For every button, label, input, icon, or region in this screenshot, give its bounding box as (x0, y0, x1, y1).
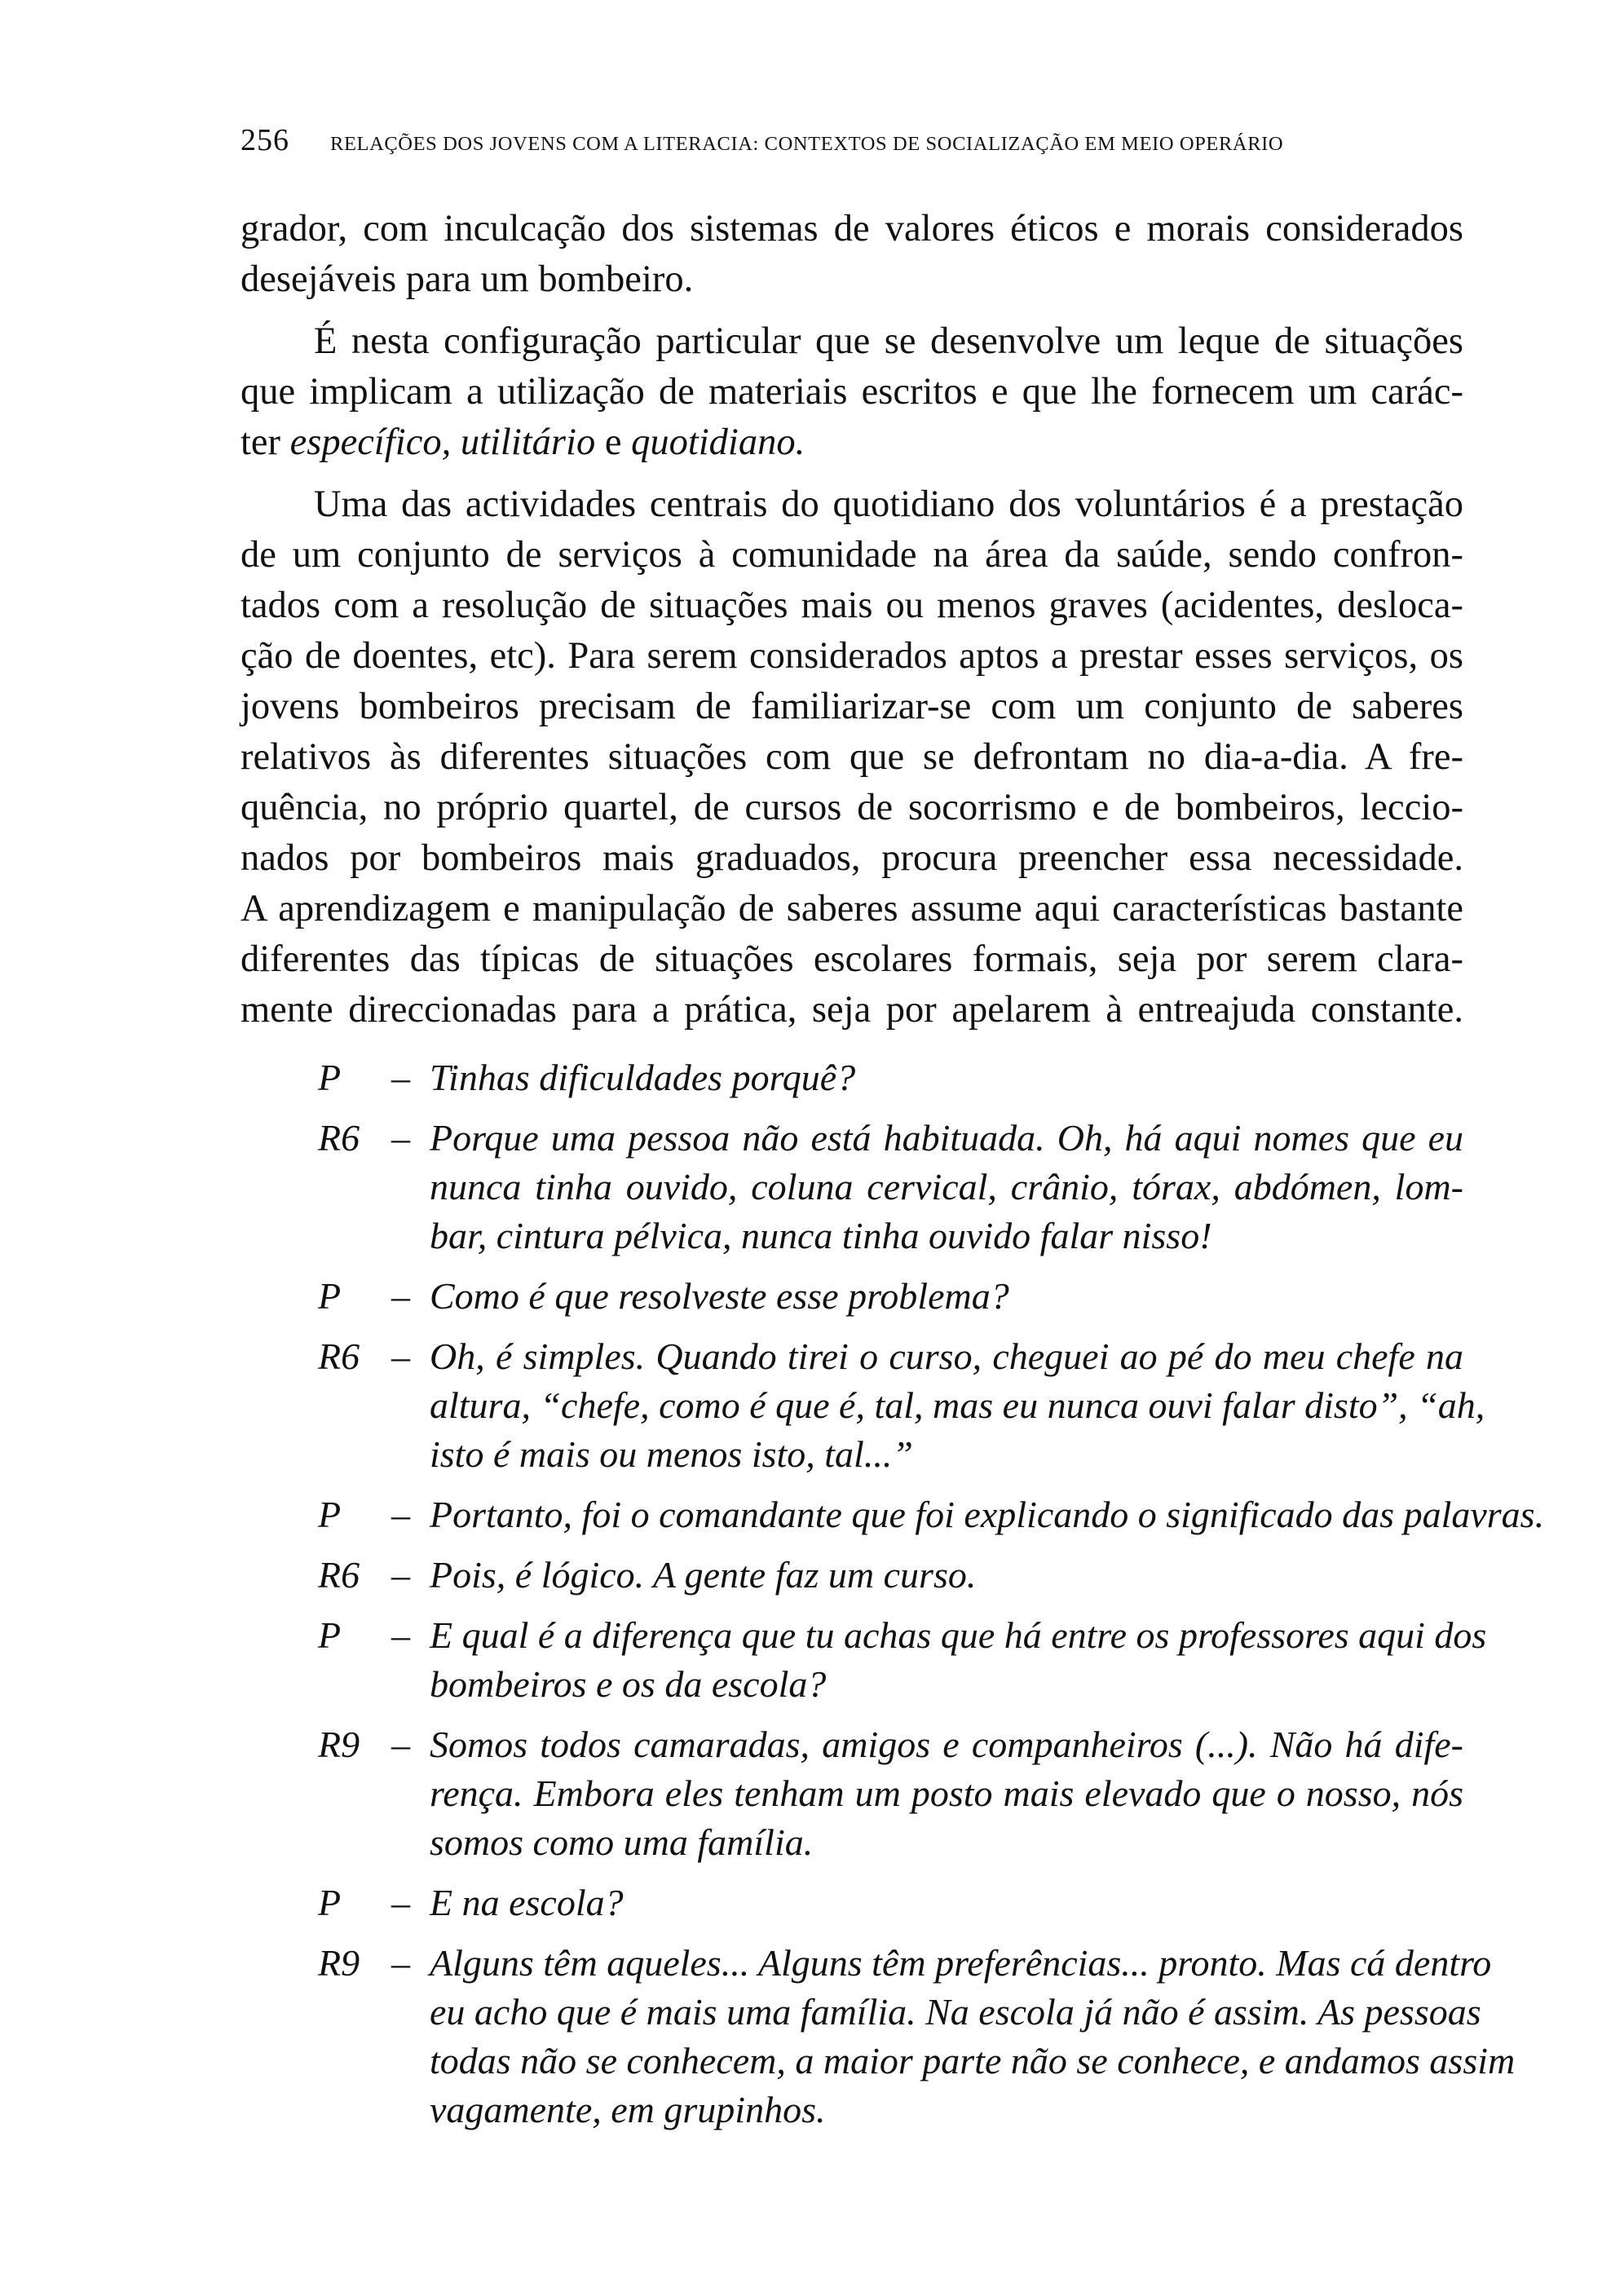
speech-line: rença. Embora eles tenham um posto mais elevado que o nosso, nós (430, 1772, 1463, 1814)
dialogue-turn (241, 1490, 1545, 1539)
speech-text (430, 1720, 1463, 1867)
running-title: RELAÇÕES DOS JOVENS COM A LITERACIA: CONTEXTOS DE SOCIALIZAÇÃO EM MEIO OPERÁRIO (330, 133, 1284, 155)
dialogue-dash: – (391, 1882, 410, 1923)
speech-line: vagamente, em grupinhos. (430, 2089, 826, 2130)
text-line: de um conjunto de serviços à comunidade na área da saúde, sendo confron- (241, 534, 1463, 576)
speech-line: Tinhas dificuldades porquê? (430, 1057, 856, 1098)
speech-text (430, 1878, 1463, 1927)
speaker-label: P (318, 1882, 342, 1923)
text-run: ter (241, 422, 290, 463)
dialogue-dash: – (391, 1335, 410, 1377)
dialogue-turn (241, 1272, 1463, 1321)
speaker-label: P (318, 1275, 342, 1317)
text-line: Uma das actividades centrais do quotidiano dos voluntários é a prestação (314, 483, 1463, 525)
dialogue-dash: – (391, 1614, 410, 1656)
speaker-label: P (318, 1494, 342, 1535)
speech-line: somos como uma família. (430, 1821, 814, 1863)
text-line: mente direccionadas para a prática, seja por apelarem à entreajuda constante. (241, 989, 1463, 1031)
dialogue-dash: – (391, 1275, 410, 1317)
paragraph (241, 316, 1463, 468)
speaker-label: R9 (318, 1724, 360, 1765)
dialogue-turn (241, 1939, 1516, 2134)
speech-line: altura, “chefe, como é que é, tal, mas eu nunca ouvi falar disto”, “ah, (430, 1384, 1485, 1426)
dialogue-turn (241, 1332, 1485, 1479)
speech-line: Portanto, foi o comandante que foi explicando o significado das palavras. (430, 1494, 1545, 1535)
dialogue-turn (241, 1053, 1463, 1102)
dialogue-turn (241, 1551, 1463, 1600)
dialogue-dash: – (391, 1554, 410, 1596)
dialogue-dash: – (391, 1057, 410, 1098)
speech-line: Somos todos camaradas, amigos e companheiros (...). Não há dife- (430, 1724, 1463, 1765)
text-line: grador, com inculcação dos sistemas de valores éticos e morais considerados (241, 208, 1463, 249)
text-line: É nesta configuração particular que se desenvolve um leque de situações (314, 320, 1463, 362)
speech-line: bombeiros e os da escola? (430, 1663, 827, 1705)
text-line: nados por bombeiros mais graduados, procura preencher essa necessidade. (241, 837, 1463, 879)
speech-line: Alguns têm aqueles... Alguns têm preferências... pronto. Mas cá dentro (430, 1942, 1492, 1984)
speaker-label: R9 (318, 1942, 360, 1984)
speech-text (430, 1551, 1463, 1600)
page-number: 256 (241, 123, 289, 157)
text-line: relativos às diferentes situações com que se defrontam no dia-a-dia. A fre- (241, 736, 1463, 778)
interview-dialogue (241, 1053, 1545, 2146)
dialogue-turn (241, 1114, 1463, 1260)
speaker-label: P (318, 1057, 342, 1098)
speech-text (430, 1611, 1487, 1709)
speech-line: todas não se conhecem, a maior parte não se conhece, e andamos assim (430, 2040, 1516, 2081)
dialogue-dash: – (391, 1494, 410, 1535)
speech-text (430, 1332, 1485, 1479)
speech-text (430, 1053, 1463, 1102)
speech-line: Como é que resolveste esse problema? (430, 1275, 1009, 1317)
dialogue-turn (241, 1878, 1463, 1927)
speech-text (430, 1939, 1516, 2134)
paragraph (241, 204, 1463, 305)
text-line: diferentes das típicas de situações escolares formais, seja por serem clara- (241, 938, 1463, 980)
paragraph (241, 479, 1463, 1035)
speech-line: E na escola? (430, 1882, 624, 1923)
text-line: ção de doentes, etc). Para serem considerados aptos a prestar esses serviços, os (241, 635, 1463, 677)
dialogue-turn (241, 1720, 1463, 1867)
text-line: A aprendizagem e manipulação de saberes assume aqui características bastante (241, 888, 1463, 929)
speech-line: Porque uma pessoa não está habituada. Oh, há aqui nomes que eu (430, 1117, 1463, 1159)
speech-line: Oh, é simples. Quando tirei o curso, cheguei ao pé do meu chefe na (430, 1335, 1463, 1377)
speech-line: eu acho que é mais uma família. Na escola já não é assim. As pessoas (430, 1991, 1481, 2033)
text-line: que implicam a utilização de materiais escritos e que lhe fornecem um carác- (241, 371, 1463, 413)
speaker-label: R6 (318, 1117, 360, 1159)
speech-line: nunca tinha ouvido, coluna cervical, crânio, tórax, abdómen, lom- (430, 1166, 1463, 1207)
speech-line: Pois, é lógico. A gente faz um curso. (430, 1554, 977, 1596)
speech-text (430, 1272, 1463, 1321)
emphasis-text: quotidiano. (631, 422, 805, 463)
speech-text (430, 1490, 1545, 1539)
dialogue-dash: – (391, 1724, 410, 1765)
text-line: tados com a resolução de situações mais ou menos graves (acidentes, desloca- (241, 585, 1463, 626)
text-run: e (595, 422, 632, 463)
running-head (241, 122, 1463, 163)
speech-line: isto é mais ou menos isto, tal...” (430, 1433, 913, 1475)
emphasis-text: específico, utilitário (289, 422, 596, 463)
text-line (241, 417, 1463, 468)
text-line: jovens bombeiros precisam de familiarizar-se com um conjunto de saberes (241, 686, 1463, 727)
dialogue-dash: – (391, 1117, 410, 1159)
text-line: desejáveis para um bombeiro. (241, 258, 694, 300)
speaker-label: R6 (318, 1554, 360, 1596)
speaker-label: R6 (318, 1335, 360, 1377)
speaker-label: P (318, 1614, 342, 1656)
body-text (241, 204, 1463, 1047)
dialogue-dash: – (391, 1942, 410, 1984)
speech-text (430, 1114, 1463, 1260)
text-line: quência, no próprio quartel, de cursos de socorrismo e de bombeiros, leccio- (241, 787, 1463, 828)
speech-line: E qual é a diferença que tu achas que há entre os professores aqui dos (430, 1614, 1487, 1656)
speech-line: bar, cintura pélvica, nunca tinha ouvido falar nisso! (430, 1215, 1212, 1256)
dialogue-turn (241, 1611, 1487, 1709)
